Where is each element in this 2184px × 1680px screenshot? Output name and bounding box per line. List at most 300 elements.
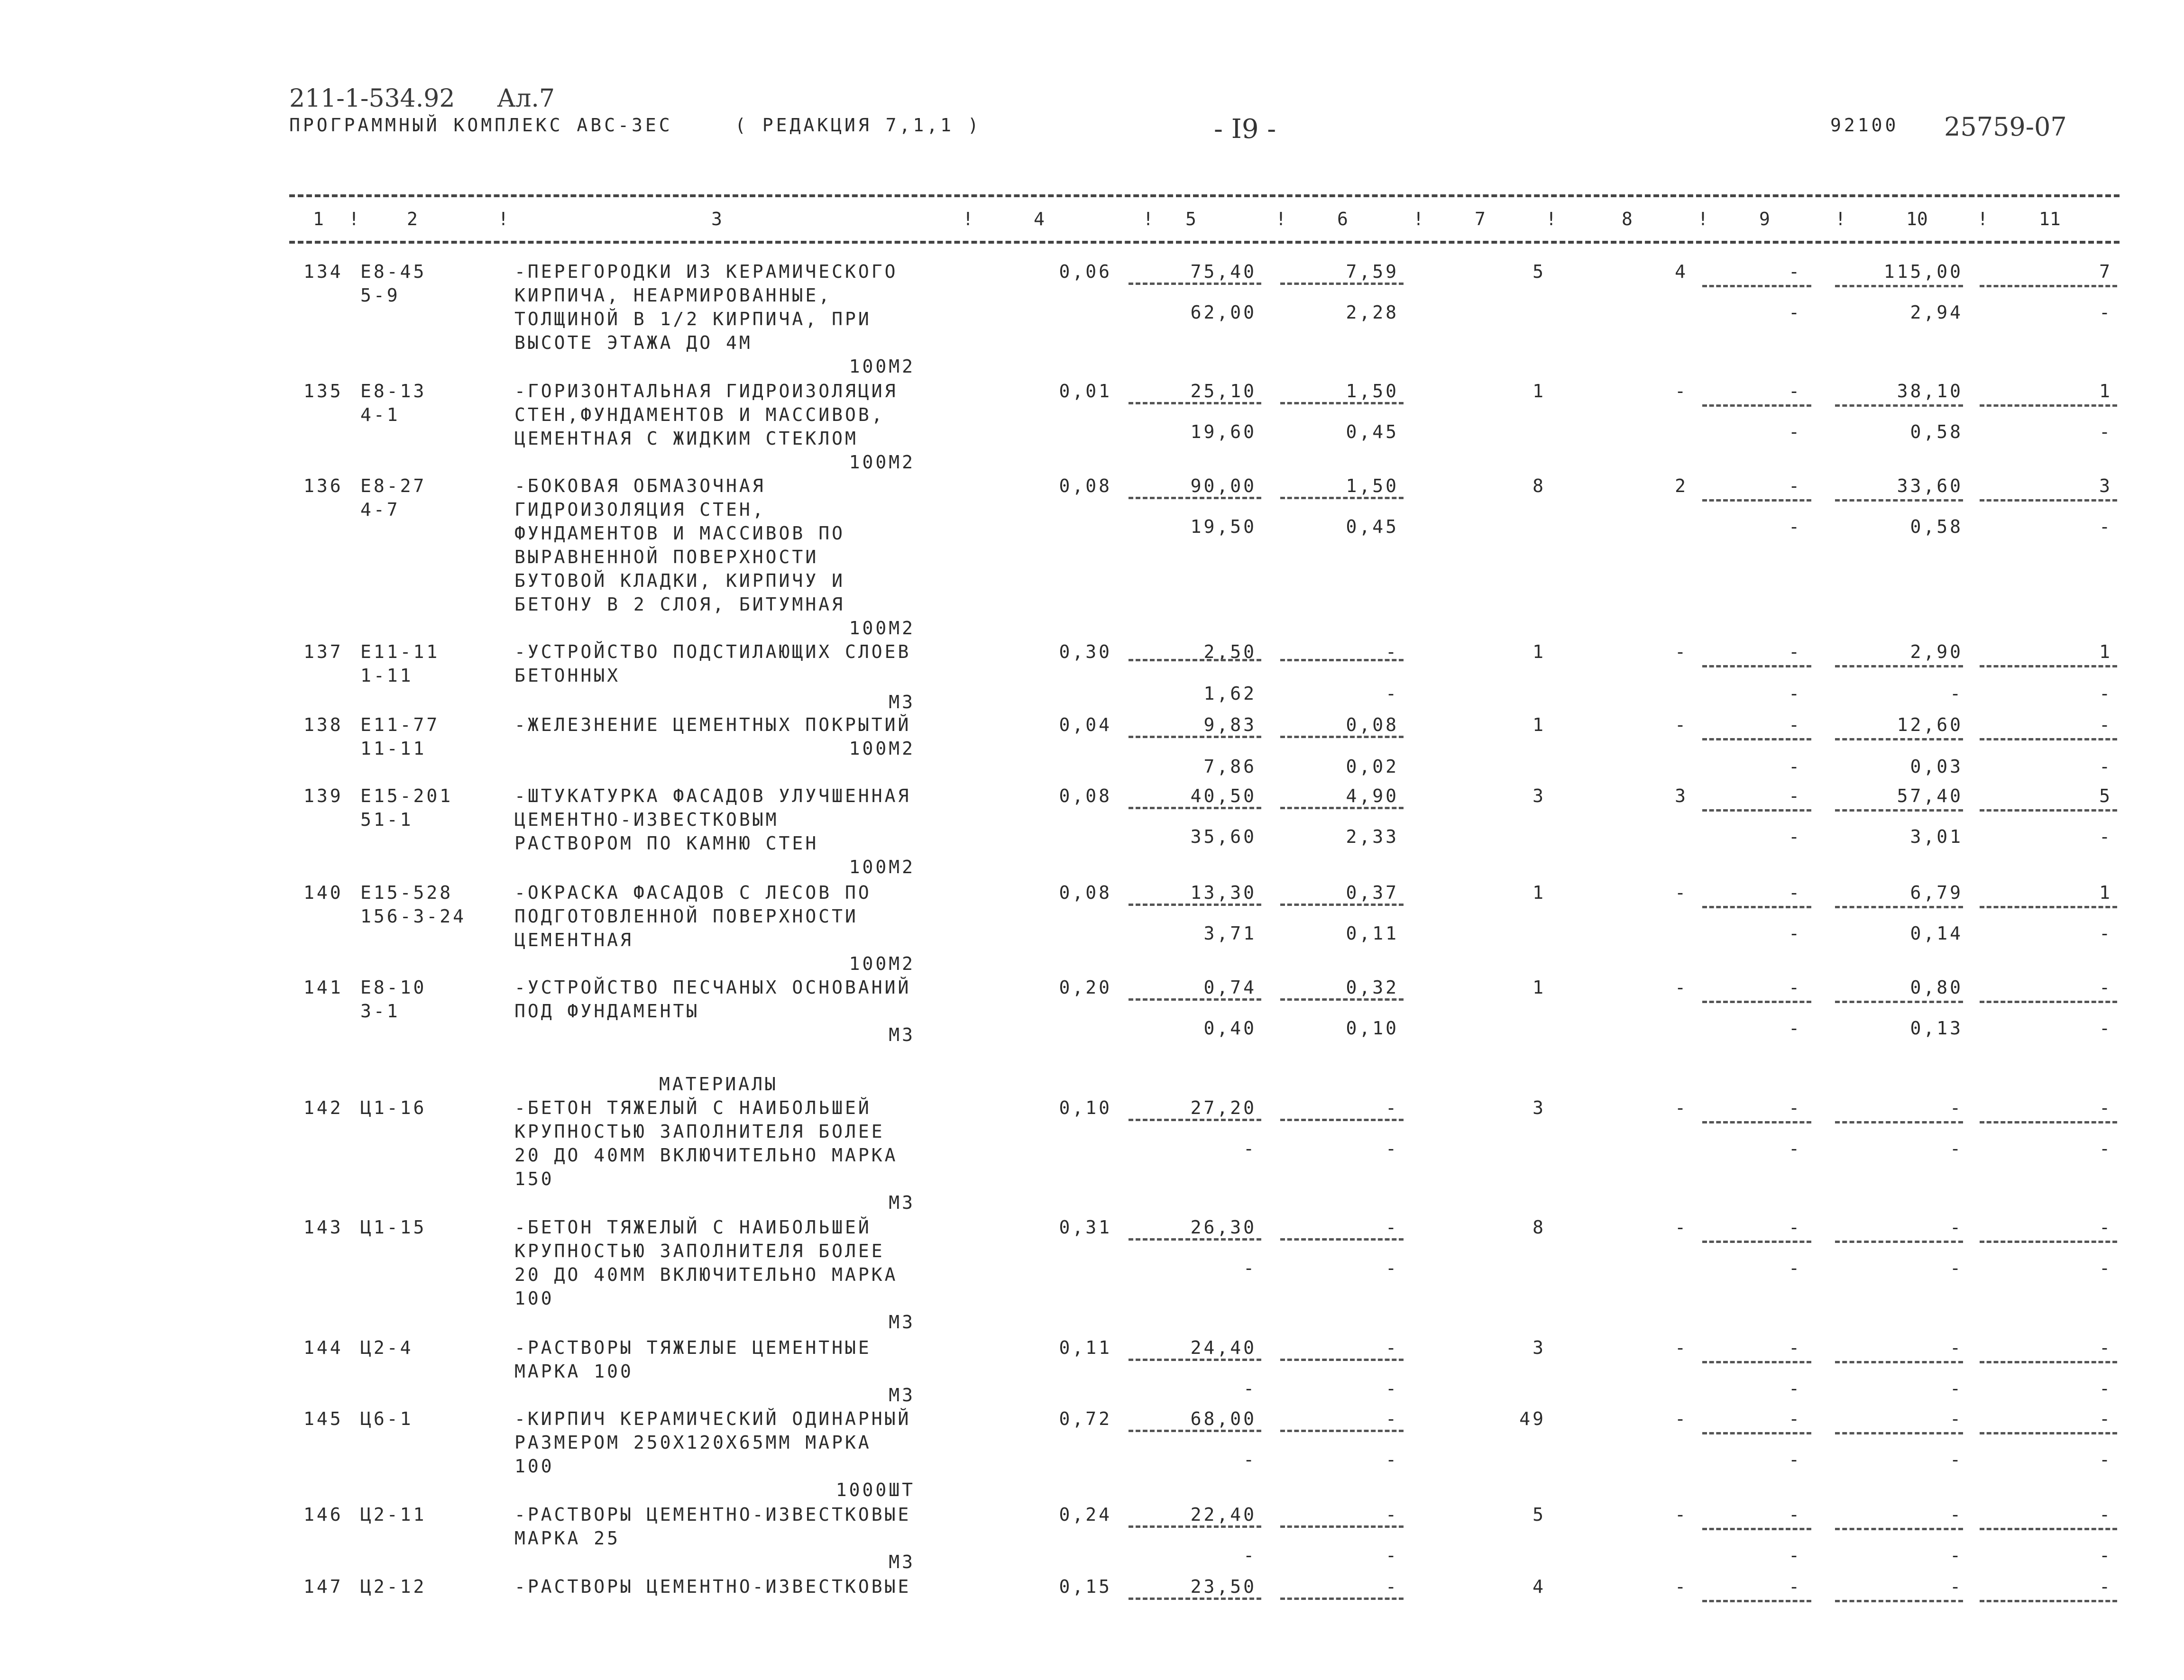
quantity: 0,24 — [1059, 1504, 1112, 1525]
column-9-lower: - — [1789, 1018, 1802, 1039]
work-description: -ПЕРЕГОРОДКИ ИЗ КЕРАМИЧЕСКОГО КИРПИЧА, НЕАРМИРОВАННЫЕ, ТОЛЩИНОЙ В 1/2 КИРПИЧА, ПРИ ВЫСОТЕ ЭТАЖА ДО 4М — [514, 261, 898, 353]
value-separator-rule — [1702, 1001, 1811, 1003]
machine-count: 2 — [1675, 475, 1688, 496]
unit-cost-wages: - — [1386, 1408, 1399, 1429]
column-11-lower: - — [2099, 1138, 2112, 1159]
value-separator-rule — [1702, 665, 1811, 667]
value-separator-rule — [1835, 1528, 1963, 1530]
unit-cost-total-lower: 19,50 — [1190, 516, 1257, 537]
rate-code: Е8-27 4-7 — [360, 475, 427, 520]
machine-count: - — [1675, 977, 1688, 998]
total-cost: 0,80 — [1910, 977, 1963, 998]
value-separator-rule — [1835, 738, 1963, 740]
rate-code: Е15-201 51-1 — [360, 785, 453, 830]
total-cost: - — [1950, 1408, 1963, 1429]
column-separator: ! — [1977, 209, 1988, 229]
row-number: 136 — [303, 475, 343, 496]
labor-count: 5 — [1532, 261, 1546, 282]
column-header-1: 1 — [313, 209, 324, 229]
quantity: 0,06 — [1059, 261, 1112, 282]
column-header-4: 4 — [1034, 209, 1045, 229]
column-11-value: 1 — [2099, 882, 2112, 903]
value-separator-rule — [1980, 809, 2117, 812]
unit-cost-total: 13,30 — [1190, 882, 1257, 903]
value-separator-rule — [1129, 659, 1261, 661]
machine-count: - — [1675, 1097, 1688, 1118]
rate-code: Е8-45 5-9 — [360, 261, 427, 306]
machine-count: - — [1675, 381, 1688, 402]
row-number: 135 — [303, 381, 343, 402]
value-separator-rule — [1980, 499, 2117, 502]
total-cost: - — [1950, 1337, 1963, 1358]
total-cost-lower: - — [1950, 1258, 1963, 1278]
unit-cost-total-lower: - — [1243, 1545, 1257, 1566]
unit-cost-wages-lower: - — [1386, 1138, 1399, 1159]
column-9-lower: - — [1789, 826, 1802, 847]
row-number: 142 — [303, 1097, 343, 1118]
work-description: -РАСТВОРЫ ЦЕМЕНТНО-ИЗВЕСТКОВЫЕ МАРКА 25 — [514, 1504, 911, 1549]
column-9-value: - — [1789, 1337, 1802, 1358]
album-number: Ал.7 — [497, 84, 555, 113]
value-separator-rule — [1702, 499, 1811, 502]
labor-count: 8 — [1532, 475, 1546, 496]
value-separator-rule — [1835, 906, 1963, 908]
work-description: -ОКРАСКА ФАСАДОВ С ЛЕСОВ ПО ПОДГОТОВЛЕННОЙ ПОВЕРХНОСТИ ЦЕМЕНТНАЯ — [514, 882, 872, 950]
column-11-value: 7 — [2099, 261, 2112, 282]
work-description: -УСТРОЙСТВО ПОДСТИЛАЮЩИХ СЛОЕВ БЕТОННЫХ — [514, 641, 911, 686]
machine-count: 3 — [1675, 785, 1688, 806]
quantity: 0,04 — [1059, 714, 1112, 735]
column-9-lower: - — [1789, 1378, 1802, 1399]
value-separator-rule — [1702, 285, 1811, 287]
unit-of-measure: 100М2 — [849, 857, 915, 877]
column-11-value: - — [2099, 1097, 2112, 1118]
column-header-3: 3 — [711, 209, 722, 229]
column-11-value: 5 — [2099, 785, 2112, 806]
unit-cost-wages-lower: - — [1386, 1378, 1399, 1399]
total-cost: - — [1950, 1576, 1963, 1597]
quantity: 0,30 — [1059, 641, 1112, 662]
labor-count: 1 — [1532, 977, 1546, 998]
value-separator-rule — [1129, 1430, 1261, 1432]
unit-cost-total-lower: - — [1243, 1378, 1257, 1399]
column-9-lower: - — [1789, 756, 1802, 777]
value-separator-rule — [1980, 1241, 2117, 1243]
column-11-lower: - — [2099, 826, 2112, 847]
work-description: -КИРПИЧ КЕРАМИЧЕСКИЙ ОДИНАРНЫЙ РАЗМЕРОМ 250Х120Х65ММ МАРКА 100 — [514, 1408, 911, 1477]
machine-count: - — [1675, 641, 1688, 662]
unit-cost-wages: 0,32 — [1346, 977, 1399, 998]
table-top-rule — [289, 194, 2120, 197]
value-separator-rule — [1702, 1121, 1811, 1123]
column-9-value: - — [1789, 1097, 1802, 1118]
unit-cost-total-lower: - — [1243, 1138, 1257, 1159]
machine-count: - — [1675, 1408, 1688, 1429]
unit-cost-wages-lower: 0,10 — [1346, 1018, 1399, 1039]
value-separator-rule — [1702, 1528, 1811, 1530]
labor-count: 8 — [1532, 1217, 1546, 1238]
unit-cost-wages-lower: - — [1386, 683, 1399, 704]
unit-cost-total: 24,40 — [1190, 1337, 1257, 1358]
column-header-9: 9 — [1759, 209, 1770, 229]
value-separator-rule — [1980, 404, 2117, 407]
column-9-value: - — [1789, 882, 1802, 903]
value-separator-rule — [1280, 998, 1404, 1001]
unit-cost-wages-lower: 0,45 — [1346, 421, 1399, 442]
column-11-value: - — [2099, 977, 2112, 998]
column-9-value: - — [1789, 977, 1802, 998]
column-11-value: - — [2099, 1217, 2112, 1238]
column-9-lower: - — [1789, 1449, 1802, 1470]
total-cost: - — [1950, 1504, 1963, 1525]
column-11-lower: - — [2099, 1449, 2112, 1470]
rate-code: Ц2-11 — [360, 1504, 427, 1525]
value-separator-rule — [1835, 404, 1963, 407]
column-9-value: - — [1789, 1504, 1802, 1525]
total-cost-lower: - — [1950, 1449, 1963, 1470]
column-9-lower: - — [1789, 1258, 1802, 1278]
column-header-8: 8 — [1622, 209, 1633, 229]
column-9-value: - — [1789, 1217, 1802, 1238]
unit-cost-total-lower: 1,62 — [1203, 683, 1257, 704]
unit-cost-wages-lower: - — [1386, 1545, 1399, 1566]
column-separator: ! — [1413, 209, 1424, 229]
work-description: -БОКОВАЯ ОБМАЗОЧНАЯ ГИДРОИЗОЛЯЦИЯ СТЕН, ФУНДАМЕНТОВ И МАССИВОВ ПО ВЫРАВНЕННОЙ ПОВЕРХНОСТИ БУТОВОЙ КЛАДКИ, КИРПИЧУ И БЕТОНУ В 2 СЛОЯ, БИТУМНАЯ — [514, 475, 845, 615]
unit-of-measure: М3 — [889, 1024, 915, 1045]
program-title: ПРОГРАММНЫЙ КОМПЛЕКС АВС-3ЕС — [289, 115, 673, 136]
value-separator-rule — [1280, 1598, 1404, 1600]
column-11-lower: - — [2099, 923, 2112, 944]
unit-of-measure: М3 — [889, 1552, 915, 1572]
value-separator-rule — [1129, 904, 1261, 906]
total-cost-lower: 3,01 — [1910, 826, 1963, 847]
edition-label: ( РЕДАКЦИЯ 7,1,1 ) — [735, 115, 982, 136]
unit-cost-wages: 1,50 — [1346, 475, 1399, 496]
column-9-lower: - — [1789, 923, 1802, 944]
column-9-value: - — [1789, 261, 1802, 282]
total-cost: 12,60 — [1897, 714, 1963, 735]
total-cost-lower: 0,14 — [1910, 923, 1963, 944]
code-number: 92100 — [1830, 115, 1899, 136]
value-separator-rule — [1129, 1119, 1261, 1121]
machine-count: - — [1675, 1576, 1688, 1597]
total-cost-lower: 0,03 — [1910, 756, 1963, 777]
unit-cost-wages: - — [1386, 1337, 1399, 1358]
value-separator-rule — [1980, 1600, 2117, 1602]
rate-code: Е8-13 4-1 — [360, 381, 427, 425]
total-cost-lower: - — [1950, 1138, 1963, 1159]
column-header-7: 7 — [1475, 209, 1486, 229]
column-11-lower: - — [2099, 1378, 2112, 1399]
unit-cost-wages-lower: - — [1386, 1449, 1399, 1470]
column-11-lower: - — [2099, 1018, 2112, 1039]
unit-of-measure: 100М2 — [849, 452, 915, 473]
unit-cost-total: 40,50 — [1190, 785, 1257, 806]
total-cost-lower: - — [1950, 1378, 1963, 1399]
unit-of-measure: М3 — [889, 1192, 915, 1213]
column-9-lower: - — [1789, 421, 1802, 442]
value-separator-rule — [1280, 283, 1404, 285]
unit-cost-wages: 7,59 — [1346, 261, 1399, 282]
unit-cost-total: 26,30 — [1190, 1217, 1257, 1238]
total-cost-lower: 0,13 — [1910, 1018, 1963, 1039]
row-number: 139 — [303, 785, 343, 806]
unit-cost-total: 22,40 — [1190, 1504, 1257, 1525]
column-9-value: - — [1789, 714, 1802, 735]
value-separator-rule — [1980, 285, 2117, 287]
column-separator: ! — [1698, 209, 1708, 229]
value-separator-rule — [1129, 1598, 1261, 1600]
column-separator: ! — [1546, 209, 1557, 229]
value-separator-rule — [1702, 809, 1811, 812]
unit-cost-total-lower: 3,71 — [1203, 923, 1257, 944]
unit-cost-wages: - — [1386, 1217, 1399, 1238]
total-cost: 38,10 — [1897, 381, 1963, 402]
unit-cost-total: 68,00 — [1190, 1408, 1257, 1429]
total-cost-lower: 0,58 — [1910, 516, 1963, 537]
column-11-lower: - — [2099, 516, 2112, 537]
total-cost-lower: 2,94 — [1910, 302, 1963, 323]
labor-count: 1 — [1532, 641, 1546, 662]
column-9-value: - — [1789, 1576, 1802, 1597]
unit-cost-total-lower: 62,00 — [1190, 302, 1257, 323]
work-description: -БЕТОН ТЯЖЕЛЫЙ С НАИБОЛЬШЕЙ КРУПНОСТЬЮ ЗАПОЛНИТЕЛЯ БОЛЕЕ 20 ДО 40ММ ВКЛЮЧИТЕЛЬНО МАРКА 100 — [514, 1217, 898, 1309]
value-separator-rule — [1980, 1528, 2117, 1530]
work-description: -БЕТОН ТЯЖЕЛЫЙ С НАИБОЛЬШЕЙ КРУПНОСТЬЮ ЗАПОЛНИТЕЛЯ БОЛЕЕ 20 ДО 40ММ ВКЛЮЧИТЕЛЬНО МАРКА 150 — [514, 1097, 898, 1189]
column-11-lower: - — [2099, 683, 2112, 704]
value-separator-rule — [1702, 906, 1811, 908]
value-separator-rule — [1280, 1430, 1404, 1432]
machine-count: - — [1675, 1217, 1688, 1238]
column-header-11: 11 — [2039, 209, 2061, 229]
row-number: 141 — [303, 977, 343, 998]
unit-cost-wages-lower: 0,02 — [1346, 756, 1399, 777]
machine-count: - — [1675, 1504, 1688, 1525]
labor-count: 49 — [1519, 1408, 1546, 1429]
value-separator-rule — [1280, 807, 1404, 809]
unit-of-measure: 100М2 — [849, 738, 915, 759]
value-separator-rule — [1280, 1119, 1404, 1121]
column-11-value: 1 — [2099, 381, 2112, 402]
column-header-2: 2 — [407, 209, 418, 229]
column-11-lower: - — [2099, 1545, 2112, 1566]
value-separator-rule — [1129, 283, 1261, 285]
rate-code: Ц1-16 — [360, 1097, 427, 1118]
column-9-lower: - — [1789, 302, 1802, 323]
row-number: 144 — [303, 1337, 343, 1358]
column-11-value: - — [2099, 1504, 2112, 1525]
column-9-lower: - — [1789, 1545, 1802, 1566]
unit-cost-total-lower: 0,40 — [1203, 1018, 1257, 1039]
machine-count: 4 — [1675, 261, 1688, 282]
labor-count: 1 — [1532, 882, 1546, 903]
total-cost-lower: - — [1950, 683, 1963, 704]
total-cost: 2,90 — [1910, 641, 1963, 662]
unit-of-measure: 100М2 — [849, 356, 915, 377]
value-separator-rule — [1980, 1121, 2117, 1123]
quantity: 0,72 — [1059, 1408, 1112, 1429]
value-separator-rule — [1280, 736, 1404, 738]
unit-cost-wages: - — [1386, 641, 1399, 662]
work-description: -ЖЕЛЕЗНЕНИЕ ЦЕМЕНТНЫХ ПОКРЫТИЙ — [514, 714, 911, 735]
labor-count: 4 — [1532, 1576, 1546, 1597]
unit-cost-wages-lower: 2,33 — [1346, 826, 1399, 847]
unit-cost-wages: 1,50 — [1346, 381, 1399, 402]
labor-count: 3 — [1532, 1097, 1546, 1118]
column-separator: ! — [498, 209, 509, 229]
value-separator-rule — [1280, 1525, 1404, 1528]
value-separator-rule — [1835, 1600, 1963, 1602]
column-separator: ! — [963, 209, 973, 229]
value-separator-rule — [1280, 497, 1404, 499]
value-separator-rule — [1129, 1525, 1261, 1528]
total-cost-lower: - — [1950, 1545, 1963, 1566]
unit-cost-total: 9,83 — [1203, 714, 1257, 735]
column-11-value: 1 — [2099, 641, 2112, 662]
value-separator-rule — [1702, 1600, 1811, 1602]
value-separator-rule — [1835, 1241, 1963, 1243]
value-separator-rule — [1129, 402, 1261, 404]
machine-count: - — [1675, 882, 1688, 903]
labor-count: 5 — [1532, 1504, 1546, 1525]
rate-code: Е15-528 156-3-24 — [360, 882, 467, 927]
value-separator-rule — [1980, 906, 2117, 908]
unit-of-measure: 100М2 — [849, 953, 915, 974]
value-separator-rule — [1980, 1361, 2117, 1363]
unit-of-measure: М3 — [889, 692, 915, 712]
column-separator: ! — [1276, 209, 1286, 229]
labor-count: 1 — [1532, 714, 1546, 735]
column-separator: ! — [349, 209, 359, 229]
row-number: 145 — [303, 1408, 343, 1429]
quantity: 0,20 — [1059, 977, 1112, 998]
unit-of-measure: 100М2 — [849, 618, 915, 639]
value-separator-rule — [1129, 1238, 1261, 1241]
value-separator-rule — [1835, 665, 1963, 667]
machine-count: - — [1675, 714, 1688, 735]
rate-code: Е11-77 11-11 — [360, 714, 440, 759]
quantity: 0,08 — [1059, 785, 1112, 806]
column-9-value: - — [1789, 785, 1802, 806]
unit-cost-total-lower: 35,60 — [1190, 826, 1257, 847]
unit-cost-total: 27,20 — [1190, 1097, 1257, 1118]
value-separator-rule — [1835, 499, 1963, 502]
unit-of-measure: М3 — [889, 1385, 915, 1406]
unit-of-measure: М3 — [889, 1312, 915, 1333]
rate-code: Ц6-1 — [360, 1408, 413, 1429]
column-11-lower: - — [2099, 421, 2112, 442]
quantity: 0,11 — [1059, 1337, 1112, 1358]
value-separator-rule — [1702, 1241, 1811, 1243]
column-header-5: 5 — [1185, 209, 1196, 229]
unit-cost-total: 25,10 — [1190, 381, 1257, 402]
value-separator-rule — [1280, 904, 1404, 906]
unit-cost-total-lower: - — [1243, 1449, 1257, 1470]
doc-code: 211-1-534.92 — [289, 84, 455, 113]
unit-cost-wages-lower: 0,45 — [1346, 516, 1399, 537]
labor-count: 3 — [1532, 1337, 1546, 1358]
value-separator-rule — [1980, 738, 2117, 740]
unit-cost-total: 23,50 — [1190, 1576, 1257, 1597]
rate-code: Е11-11 1-11 — [360, 641, 440, 686]
value-separator-rule — [1129, 497, 1261, 499]
rate-code: Е8-10 3-1 — [360, 977, 427, 1022]
unit-cost-wages: 0,08 — [1346, 714, 1399, 735]
total-cost: 33,60 — [1897, 475, 1963, 496]
header-bottom-rule — [289, 241, 2120, 244]
unit-cost-total: 90,00 — [1190, 475, 1257, 496]
labor-count: 1 — [1532, 381, 1546, 402]
column-9-value: - — [1789, 641, 1802, 662]
total-cost: - — [1950, 1097, 1963, 1118]
total-cost: 57,40 — [1897, 785, 1963, 806]
quantity: 0,15 — [1059, 1576, 1112, 1597]
quantity: 0,08 — [1059, 475, 1112, 496]
value-separator-rule — [1129, 807, 1261, 809]
work-description: -ШТУКАТУРКА ФАСАДОВ УЛУЧШЕННАЯ ЦЕМЕНТНО-ИЗВЕСТКОВЫМ РАСТВОРОМ ПО КАМНЮ СТЕН — [514, 785, 911, 854]
unit-cost-total-lower: 19,60 — [1190, 421, 1257, 442]
column-9-lower: - — [1789, 516, 1802, 537]
total-cost-lower: 0,58 — [1910, 421, 1963, 442]
value-separator-rule — [1702, 738, 1811, 740]
row-number: 143 — [303, 1217, 343, 1238]
unit-cost-wages: 0,37 — [1346, 882, 1399, 903]
value-separator-rule — [1280, 1359, 1404, 1361]
value-separator-rule — [1835, 809, 1963, 812]
column-header-10: 10 — [1906, 209, 1928, 229]
unit-cost-wages: - — [1386, 1576, 1399, 1597]
quantity: 0,31 — [1059, 1217, 1112, 1238]
rate-code: Ц2-4 — [360, 1337, 413, 1358]
work-description: -РАСТВОРЫ ЦЕМЕНТНО-ИЗВЕСТКОВЫЕ — [514, 1576, 911, 1597]
total-cost: - — [1950, 1217, 1963, 1238]
unit-cost-wages: 4,90 — [1346, 785, 1399, 806]
row-number: 140 — [303, 882, 343, 903]
unit-of-measure: 1000ШТ — [835, 1479, 915, 1500]
value-separator-rule — [1129, 1359, 1261, 1361]
unit-cost-total-lower: 7,86 — [1203, 756, 1257, 777]
registration-number: 25759-07 — [1944, 112, 2067, 142]
value-separator-rule — [1980, 1432, 2117, 1434]
value-separator-rule — [1702, 1361, 1811, 1363]
row-number: 138 — [303, 714, 343, 735]
column-11-lower: - — [2099, 302, 2112, 323]
column-11-value: - — [2099, 1337, 2112, 1358]
labor-count: 3 — [1532, 785, 1546, 806]
column-11-value: - — [2099, 1576, 2112, 1597]
work-description: -УСТРОЙСТВО ПЕСЧАНЫХ ОСНОВАНИЙ ПОД ФУНДАМЕНТЫ — [514, 977, 911, 1022]
unit-cost-total-lower: - — [1243, 1258, 1257, 1278]
unit-cost-total: 2,50 — [1203, 641, 1257, 662]
column-11-lower: - — [2099, 756, 2112, 777]
rate-code: Ц1-15 — [360, 1217, 427, 1238]
value-separator-rule — [1980, 1001, 2117, 1003]
column-9-lower: - — [1789, 1138, 1802, 1159]
work-description: -РАСТВОРЫ ТЯЖЕЛЫЕ ЦЕМЕНТНЫЕ МАРКА 100 — [514, 1337, 872, 1382]
column-9-lower: - — [1789, 683, 1802, 704]
column-9-value: - — [1789, 381, 1802, 402]
unit-cost-wages-lower: - — [1386, 1258, 1399, 1278]
value-separator-rule — [1702, 404, 1811, 407]
column-separator: ! — [1143, 209, 1154, 229]
value-separator-rule — [1129, 998, 1261, 1001]
value-separator-rule — [1835, 1361, 1963, 1363]
quantity: 0,01 — [1059, 381, 1112, 402]
value-separator-rule — [1980, 665, 2117, 667]
value-separator-rule — [1702, 1432, 1811, 1434]
quantity: 0,10 — [1059, 1097, 1112, 1118]
unit-cost-total: 75,40 — [1190, 261, 1257, 282]
